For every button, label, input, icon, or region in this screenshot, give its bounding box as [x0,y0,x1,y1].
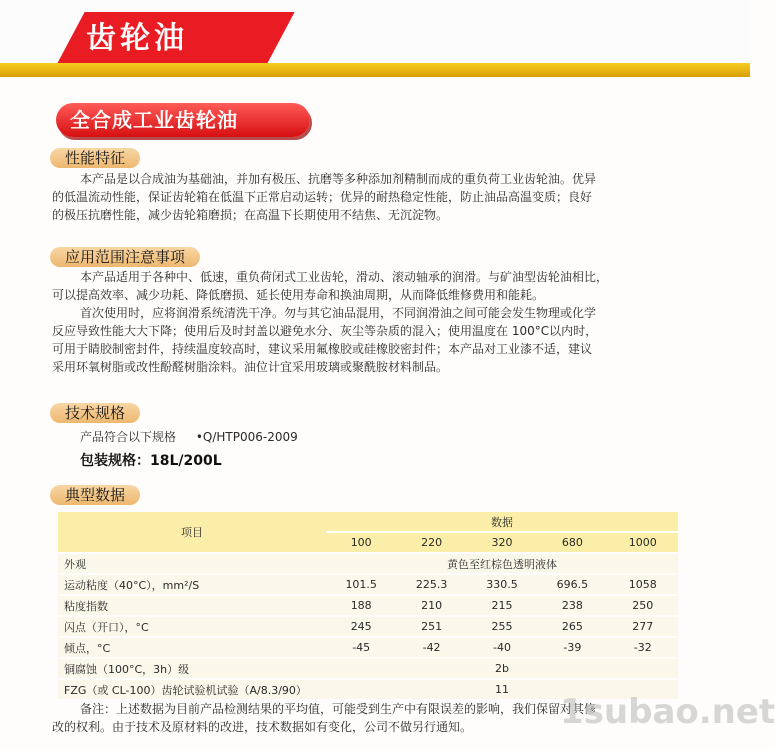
table-cell: -39 [537,638,607,657]
row-label: 运动粘度（40°C），mm²/S [58,575,326,594]
table-cell: 215 [467,596,537,615]
section-label-application: 应用范围注意事项 [50,247,200,267]
note-line: 改的权利。由于技术及原材料的改进，技术数据如有变化，公司不做另行通知。 [52,720,473,734]
header-rule [0,63,750,77]
row-label: 外观 [58,554,326,573]
table-cell: -42 [396,638,466,657]
grade-cell: 100 [326,533,396,552]
product-banner [56,103,310,137]
text-line: 的低温流动性能，保证齿轮箱在低温下正常启动运转；优异的耐热稳定性能，防止油品高温变质；良好 [52,190,593,204]
data-table [58,510,678,701]
grade-cell: 220 [396,533,466,552]
table-row [58,596,678,615]
table-cell: 101.5 [326,575,396,594]
application-text [52,268,682,376]
table-cell: 251 [396,617,466,636]
table-cell: 1058 [608,575,678,594]
section-label-data: 典型数据 [50,485,140,505]
row-label: 倾点，°C [58,638,326,657]
grade-cell: 1000 [608,533,678,552]
section-label-spec: 技术规格 [50,403,140,423]
grade-cell: 680 [537,533,607,552]
table-cell: 245 [326,617,396,636]
text-line: 本产品适用于各种中、低速，重负荷闭式工业齿轮，滑动、滚动轴承的润滑。与矿油型齿轮油相比， [80,270,609,284]
text-line: 反应导致性能大大下降；使用后及时封盖以避免水分、灰尘等杂质的混入；使用温度在 100°C以内时， [52,324,598,338]
table-cell: 265 [537,617,607,636]
table-row [58,659,678,678]
table-cell: 11 [326,680,678,699]
row-label: FZG（或 CL-100）齿轮试验机试验（A/8.3/90） [58,680,326,699]
text-line: 采用环氧树脂或改性酚醛树脂涂料。油位计宜采用玻璃或聚酰胺材料制品。 [52,360,449,374]
grade-cell: 320 [467,533,537,552]
section-label-performance: 性能特征 [50,148,140,168]
performance-text [52,170,682,224]
table-cell: -45 [326,638,396,657]
table-row [58,617,678,636]
product-title: 全合成工业齿轮油 [70,108,238,132]
table-cell: -40 [467,638,537,657]
table-cell: 277 [608,617,678,636]
table-row [58,575,678,594]
table-cell: 黄色至红棕色透明液体 [326,554,678,573]
table-cell: 255 [467,617,537,636]
packaging-spec: 包装规格：18L/200L [80,453,222,469]
table-cell: 330.5 [467,575,537,594]
text-line: 可用于睛胶制密封件，持续温度较高时，建议采用氟橡胶或硅橡胶密封件；本产品对工业漆不适，建议 [52,342,593,356]
table-row [58,638,678,657]
item-header: 项目 [58,512,326,552]
row-label: 铜腐蚀（100°C，3h）级 [58,659,326,678]
row-label: 闪点（开口），°C [58,617,326,636]
data-header: 数据 [326,512,678,531]
table-cell: 225.3 [396,575,466,594]
table-cell: 238 [537,596,607,615]
table-cell: 2b [326,659,678,678]
spec-standard: •Q/HTP006-2009 [195,430,298,444]
table-cell: 210 [396,596,466,615]
spec-line [80,428,298,445]
spec-prefix: 产品符合以下规格 [80,430,177,444]
table-cell: 250 [608,596,678,615]
row-label: 粘度指数 [58,596,326,615]
table-cell: -32 [608,638,678,657]
table-row [58,554,678,573]
watermark: 1subao.net [560,692,775,732]
table-cell: 188 [326,596,396,615]
text-line: 首次使用时，应将润滑系统清洗干净。勿与其它油品混用，不同润滑油之间可能会发生物理或化学 [80,306,597,320]
text-line: 本产品是以合成油为基础油，并加有极压、抗磨等多种添加剂精制而成的重负荷工业齿轮油。优异 [80,172,597,186]
page-title: 齿轮油 [86,21,188,56]
text-line: 可以提高效率、减少功耗、降低磨损、延长使用寿命和换油周期，从而降低维修费用和能耗。 [52,288,545,302]
note-line: 备注：上述数据为目前产品检测结果的平均值，可能受到生产中有限误差的影响，我们保留对其修 [80,702,597,716]
table-cell: 696.5 [537,575,607,594]
text-line: 的极压抗磨性能，减少齿轮箱磨损；在高温下长期使用不结焦、无沉淀物。 [52,208,449,222]
